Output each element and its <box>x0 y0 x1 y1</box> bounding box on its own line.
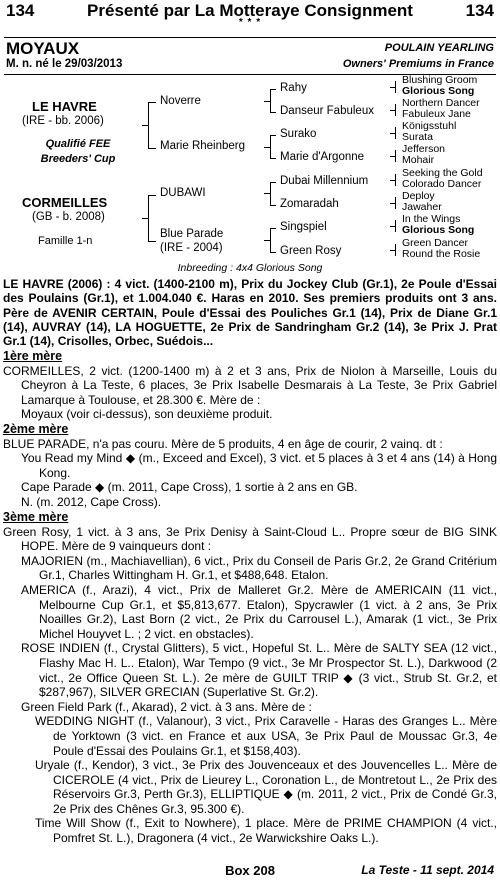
g3-3: Surako <box>280 128 317 140</box>
first-dam-text: CORMEILLES, 2 vict. (1200-1400 m) à 2 et 3 ans, Prix de Niolon à Marseille, Louis du Cheyron à La Teste, 6 places, 3e Prix Isabelle Desmarais à La Teste, 3e Prix Gabriel Lamarque à Toulouse, et 28.300 €. Mère de : <box>3 363 497 407</box>
second-dam-produce-1: You Read my Mind ◆ (m., Exceed and Excel), 3 vict. et 5 places à 3 et 4 ans (14) à Hong Kong. <box>21 451 497 480</box>
third-dam-produce-america: AMERICA (f., Arazi), 4 vict., Prix de Malleret Gr.2. Mère de AMERICAIN (11 vict., Melbourne Cup Gr.1, et $5,813,677. Etalon), Spycrawler (1 vict. à 2 ans, 3e Prix Noailles Gr.2), Last Born (2 vict., 2e Prix du Carrousel L.), Amarak (1 vict., 3e Prix Michel Houyvet L. ; 2 vict. en obstacles). <box>21 582 497 641</box>
horse-name: MOYAUX <box>6 39 80 58</box>
g2-dam-dam-info: (IRE - 2004) <box>160 242 223 254</box>
g2-sire-dam: Marie Rheinberg <box>160 140 246 152</box>
sire-qualification: Qualifié FEE Breeders' Cup <box>40 138 116 165</box>
g4-4: Fabuleux Jane <box>402 108 471 120</box>
box-number: Box 208 <box>225 863 275 878</box>
third-dam-grandproduce-time-will-show: Time Will Show (f., Exit to Nowhere), 1 place. Mère de PRIME CHAMPION (4 vict., Pomfret St. L.), Dragonera (4 vict., 2e Warwickshire Oaks L.). <box>35 816 497 846</box>
inbreeding-note: Inbreeding : 4x4 Glorious Song <box>177 262 323 274</box>
consignor-title: Présenté par La Motteraye Consignment <box>87 1 413 20</box>
third-dam-produce-rose-indien: ROSE INDIEN (f., Crystal Glitters), 5 vict., Hopeful St. L.. Mère de SALTY SEA (12 vict., Flashy Mac H. L.. Etalon), War Tempo (9 vict., 3e Mr Prospector St. L.), Darkwood (2 vict., 2e Office Queen St. L.). 2e mère de GUILT TRIP ◆ (3 vict., Strub St. Gr.2, et $287,967), SILVER GRECIAN (Superlative St. Gr.2). <box>21 641 497 700</box>
g4-1: Blushing Groom <box>402 74 478 86</box>
g2-dam-dam: Blue Parade <box>160 228 224 240</box>
third-dam-heading: 3ème mère <box>3 510 69 524</box>
lot-number-left: 134 <box>6 1 35 20</box>
birth-line: M. n. né le 29/03/2013 <box>6 58 123 70</box>
second-dam-produce-2: Cape Parade ◆ (m. 2011, Cape Cross), 1 sortie à 2 ans en GB. <box>21 480 358 494</box>
third-dam-section <box>3 510 497 846</box>
g4-10: Colorado Dancer <box>402 178 482 190</box>
sex-category: POULAIN YEARLING <box>384 42 494 54</box>
second-dam-text: BLUE PARADE, n'a pas couru. Mère de 5 produits, 4 en âge de courir, 2 vainq. dt : <box>3 436 443 451</box>
first-dam-heading: 1ère mère <box>3 349 63 363</box>
sire-paragraph: LE HAVRE (2006) : 4 vict. (1400-2100 m), Prix du Jockey Club (Gr.1), 2e Poule d'Essai des Poulains (Gr.1), et 1.004.040 €. Haras en 2010. Ses premiers produits ont 3 ans. Père de AVENIR CERTAIN, Poule d'Essai des Pouliches Gr.1 (14), Prix de Diane Gr.1 (14), AUVRAY (14), LA HOGUETTE, 2e Prix de Sandringham Gr.2 (14), 3e Prix J. Prat Gr.1 (14), Crisolles, Orbec, Suédois... <box>3 277 497 349</box>
g4-15: Green Dancer <box>402 237 468 249</box>
third-dam-grandproduce-wedding-night: WEDDING NIGHT (f., Valanour), 3 vict., Prix Caravelle - Haras des Granges L.. Mère de Yorktown (3 vict. en France et aux USA, 3e Prix Paul de Moussac Gr.3, 4e Poule d'Essai des Poulains Gr.1, et $158,403). <box>35 714 497 758</box>
g3-5: Dubai Millennium <box>280 175 369 187</box>
g3-4: Marie d'Argonne <box>280 151 365 163</box>
g2-dam-sire: DUBAWI <box>160 187 206 199</box>
sale-date: La Teste - 11 sept. 2014 <box>361 863 494 877</box>
g4-11: Deploy <box>402 190 435 202</box>
g4-16: Round the Rosie <box>402 248 481 260</box>
g4-13: In the Wings <box>402 213 461 225</box>
lot-number-right: 134 <box>465 1 494 20</box>
third-dam-text: Green Rosy, 1 vict. à 3 ans, 3e Prix Denisy à Saint-Cloud L.. Propre sœur de BIG SINK HOPE. Mère de 9 vainqueurs dont : <box>3 524 497 554</box>
g3-1: Rahy <box>280 82 307 94</box>
second-dam-section <box>3 422 497 509</box>
g4-12: Jawaher <box>402 201 442 213</box>
g4-8: Mohair <box>402 154 435 166</box>
g4-5: Königsstuhl <box>402 120 457 132</box>
g4-9: Seeking the Gold <box>402 167 483 179</box>
g4-3: Northern Dancer <box>402 97 480 109</box>
g4-7: Jefferson <box>402 143 445 155</box>
third-dam-produce-green-field-park: Green Field Park (f., Akarad), 2 vict. à 3 ans. Mère de : <box>21 699 312 714</box>
dam-name: CORMEILLES <box>22 195 108 210</box>
g3-2: Danseur Fabuleux <box>280 105 374 117</box>
g3-6: Zomaradah <box>280 198 339 210</box>
dam-info: (GB - b. 2008) <box>32 211 105 223</box>
g4-2: Glorious Song <box>402 85 475 97</box>
star-divider: * * * <box>238 17 262 28</box>
famille: Famille 1-n <box>38 235 93 247</box>
horse-title-bar <box>4 37 496 75</box>
first-dam-section <box>3 349 497 422</box>
third-dam-grandproduce-uryale: Uryale (f., Kendor), 3 vict., 3e Prix des Jouvenceaux et des Jouvencelles L.. Mère de CICEROLE (4 vict., Prix de Lieurey L., Coronation L., de Montretout L., 2e Prix des Réservoirs Gr.3, Perth Gr.3), ELLIPTIQUE ◆ (m. 2011, 2 vict., Prix de Condé Gr.3, 2e Prix des Chênes Gr.3, 95.300 €). <box>35 758 497 816</box>
page-footer <box>6 863 494 879</box>
first-dam-produce: Moyaux (voir ci-dessus), son deuxième produit. <box>21 407 273 421</box>
pedigree-table <box>0 75 500 275</box>
sire-info: (IRE - bb. 2006) <box>22 115 104 127</box>
sire-name: LE HAVRE <box>32 99 97 114</box>
third-dam-produce-majorien: MAJORIEN (m., Machiavellian), 6 vict., Prix du Conseil de Paris Gr.2, 2e Grand Critérium Gr.1, Charles Wittingham H. Gr.1, et $488,648. Etalon. <box>21 553 497 583</box>
g4-6: Surata <box>402 131 433 143</box>
owner-note: Owners' Premiums in France <box>342 58 494 70</box>
second-dam-heading: 2ème mère <box>3 422 69 436</box>
second-dam-produce-3: N. (m. 2012, Cape Cross). <box>21 494 162 509</box>
g3-7: Singspiel <box>280 221 327 233</box>
g3-8: Green Rosy <box>280 245 342 257</box>
g4-14: Glorious Song <box>402 224 475 236</box>
g2-sire-sire: Noverre <box>160 95 201 107</box>
